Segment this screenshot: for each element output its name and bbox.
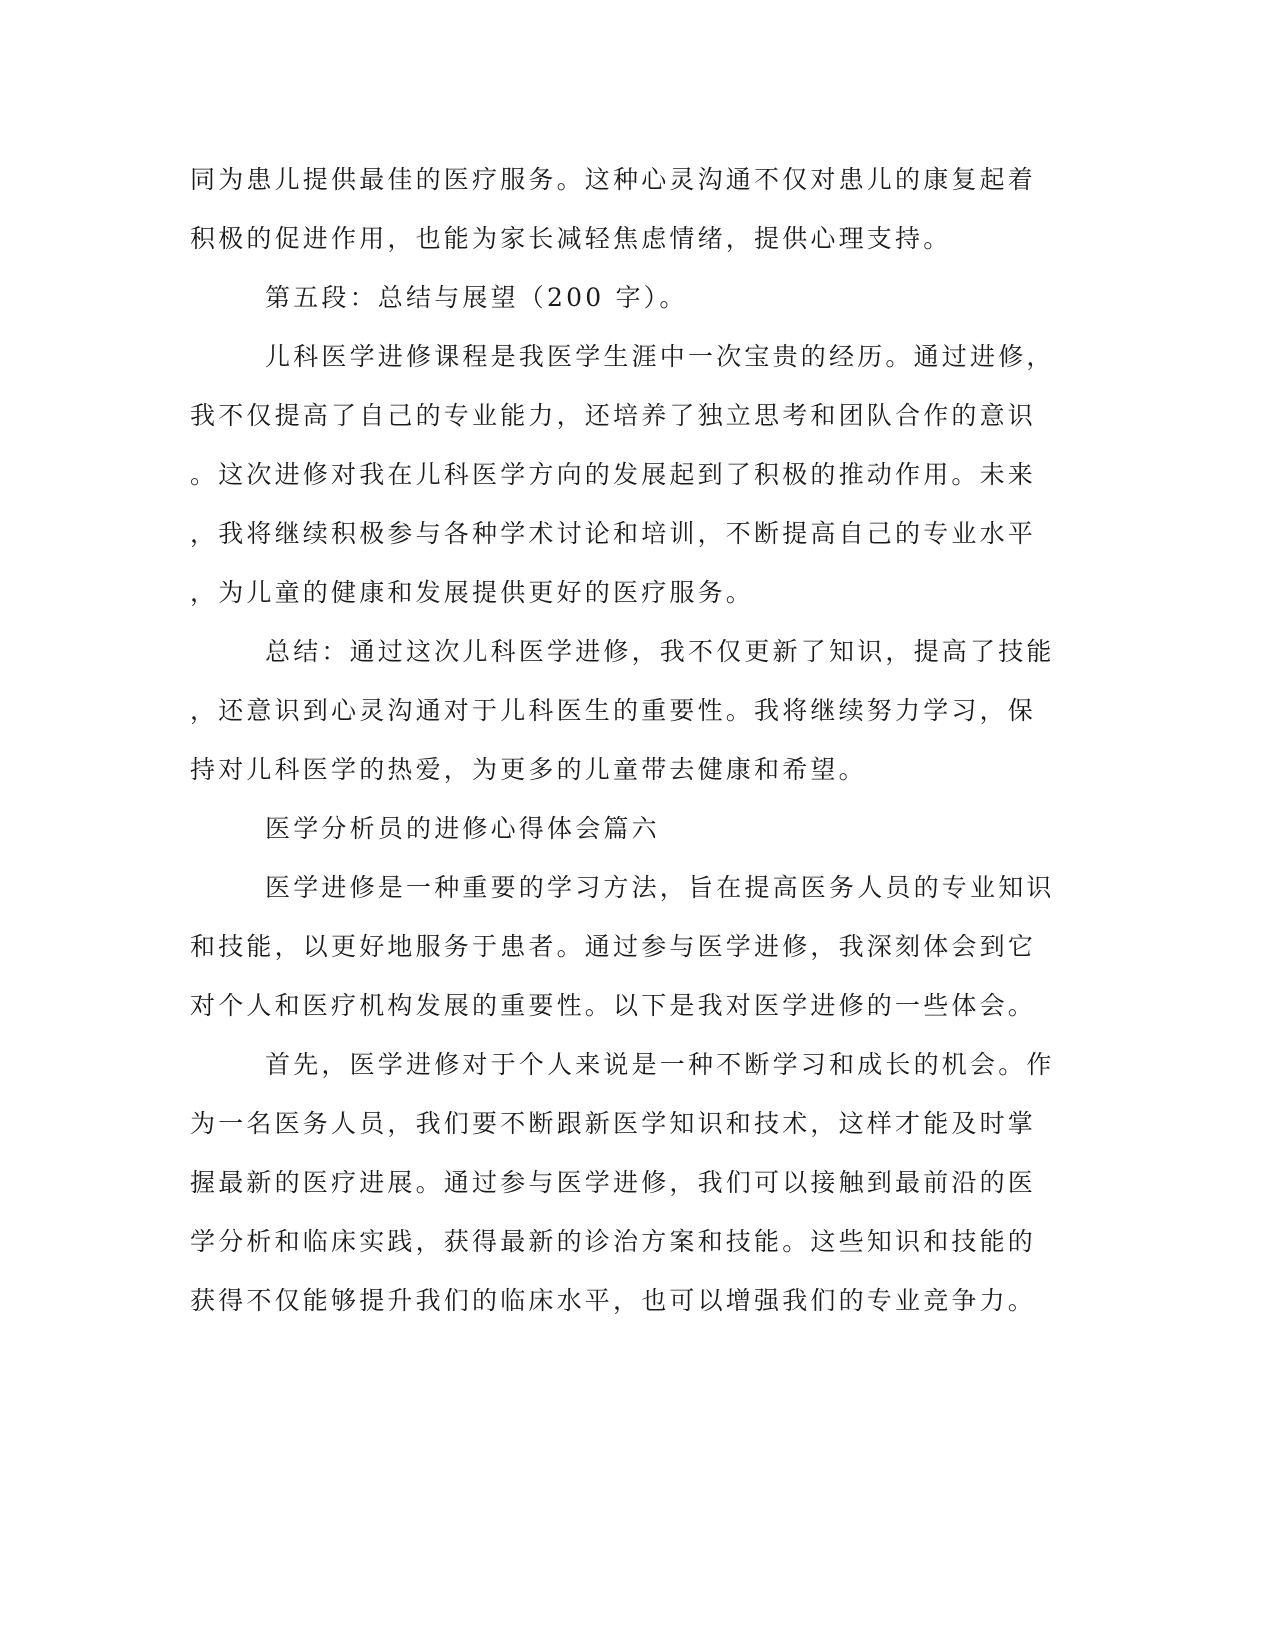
text-line: 和技能，以更好地服务于患者。通过参与医学进修，我深刻体会到它 xyxy=(190,932,1037,961)
text-line: 我不仅提高了自己的专业能力，还培养了独立思考和团队合作的意识 xyxy=(190,401,1037,430)
text-line: 握最新的医疗进展。通过参与医学进修，我们可以接触到最前沿的医 xyxy=(190,1168,1037,1197)
text-line: 对个人和医疗机构发展的重要性。以下是我对医学进修的一些体会。 xyxy=(190,991,1037,1020)
text-line: 持对儿科医学的热爱，为更多的儿童带去健康和希望。 xyxy=(190,755,867,784)
text-line: 儿科医学进修课程是我医学生涯中一次宝贵的经历。通过进修， xyxy=(265,342,1055,371)
section-heading: 医学分析员的进修心得体会篇六 xyxy=(265,814,660,843)
text-line: 医学进修是一种重要的学习方法，旨在提高医务人员的专业知识 xyxy=(265,873,1055,902)
section-heading: 第五段：总结与展望（200 字）。 xyxy=(265,283,688,312)
text-line: 首先，医学进修对于个人来说是一种不断学习和成长的机会。作 xyxy=(265,1050,1055,1079)
text-line: 总结：通过这次儿科医学进修，我不仅更新了知识，提高了技能 xyxy=(265,637,1055,666)
text-line: 学分析和临床实践，获得最新的诊治方案和技能。这些知识和技能的 xyxy=(190,1227,1037,1256)
text-line: 获得不仅能够提升我们的临床水平，也可以增强我们的专业竞争力。 xyxy=(190,1286,1037,1315)
text-line: 。这次进修对我在儿科医学方向的发展起到了积极的推动作用。未来 xyxy=(190,460,1037,489)
text-line: ，还意识到心灵沟通对于儿科医生的重要性。我将继续努力学习，保 xyxy=(190,696,1037,725)
text-line: ，为儿童的健康和发展提供更好的医疗服务。 xyxy=(190,578,755,607)
text-line: 同为患儿提供最佳的医疗服务。这种心灵沟通不仅对患儿的康复起着 xyxy=(190,165,1037,194)
text-line: ，我将继续积极参与各种学术讨论和培训，不断提高自己的专业水平 xyxy=(190,519,1037,548)
text-line: 为一名医务人员，我们要不断跟新医学知识和技术，这样才能及时掌 xyxy=(190,1109,1037,1138)
text-line: 积极的促进作用，也能为家长减轻焦虑情绪，提供心理支持。 xyxy=(190,224,952,253)
